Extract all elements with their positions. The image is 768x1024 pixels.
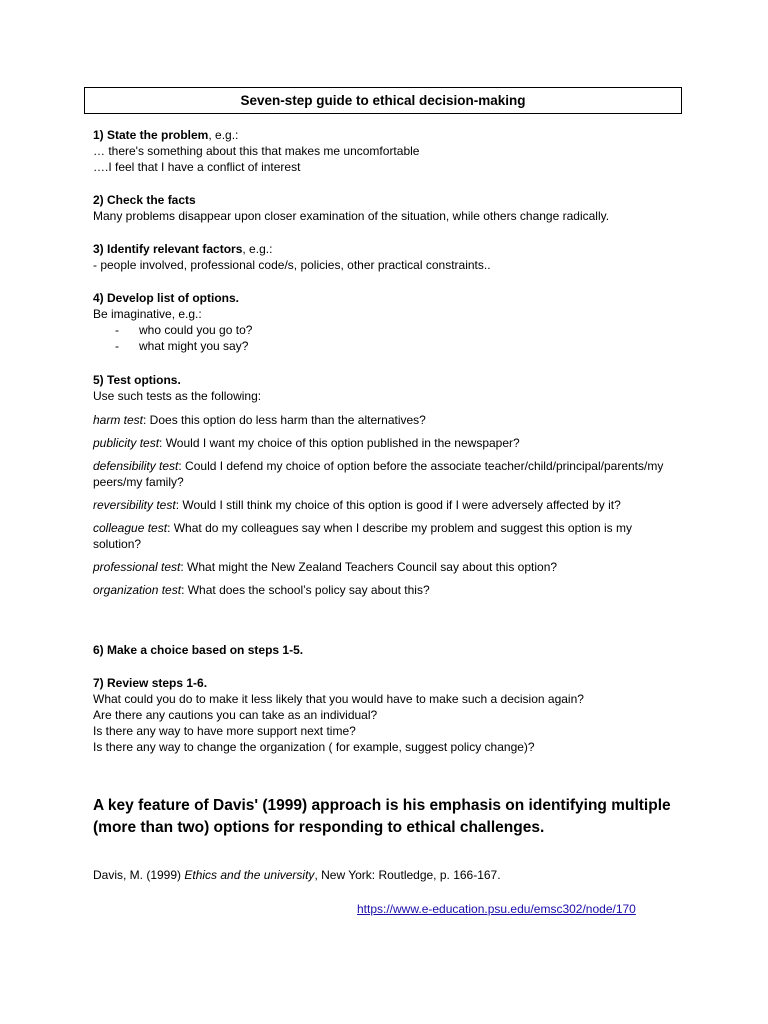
test-item-harm: harm test: Does this option do less harm than the alternatives?: [93, 413, 426, 427]
test-item-professional: professional test: What might the New Zealand Teachers Council say about this option?: [93, 560, 558, 574]
step-3-heading-line: [93, 241, 683, 257]
step-7-heading: 7) Review steps 1-6.: [93, 676, 208, 690]
step-3-heading: 3) Identify relevant factors: [93, 242, 243, 256]
citation-book-title: Ethics and the university: [184, 868, 315, 882]
step-1-line: … there's something about this that makes me uncomfortable: [93, 144, 420, 158]
step-7-line: Is there any way to have more support next time?: [93, 724, 356, 738]
page-title: Seven-step guide to ethical decision-making: [84, 87, 682, 114]
step-6-heading: 6) Make a choice based on steps 1-5.: [93, 643, 304, 657]
step-4-heading: 4) Develop list of options.: [93, 291, 240, 305]
test-item-organization: organization test: What does the school’s policy say about this?: [93, 583, 430, 597]
step-3-heading-suffix: , e.g.:: [242, 242, 273, 256]
key-feature-statement: A key feature of Davis' (1999) approach is his emphasis on identifying multiple (more than two) options for responding to ethical challenges.: [93, 797, 671, 836]
step-5-intro: Use such tests as the following:: [93, 389, 262, 403]
step-4: [93, 290, 683, 354]
option-list-item: - who could you go to?: [115, 323, 253, 337]
test-item-reversibility: reversibility test: Would I still think my choice of this option is good if I were adversely affected by it?: [93, 498, 621, 512]
step-5-heading: 5) Test options.: [93, 373, 181, 387]
step-1-heading-line: [93, 127, 683, 143]
step-7: [93, 675, 683, 755]
step-7-line: What could you do to make it less likely that you would have to make such a decision again?: [93, 692, 584, 706]
step-1-heading: 1) State the problem: [93, 128, 209, 142]
step-1: [93, 127, 683, 175]
step-2-heading: 2) Check the facts: [93, 193, 196, 207]
step-1-line: ….I feel that I have a conflict of interest: [93, 160, 301, 174]
step-3: [93, 241, 683, 273]
step-1-heading-suffix: , e.g.:: [208, 128, 239, 142]
step-2-text: Many problems disappear upon closer examination of the situation, while others change radically.: [93, 209, 610, 223]
step-3-text: - people involved, professional code/s, policies, other practical constraints..: [93, 258, 491, 272]
step-6: [93, 642, 683, 658]
step-5: [93, 372, 683, 404]
source-link[interactable]: https://www.e-education.psu.edu/emsc302/node/170: [357, 902, 636, 916]
citation: Davis, M. (1999) Ethics and the university, New York: Routledge, p. 166-167.: [93, 868, 501, 882]
option-list-item: - what might you say?: [115, 339, 249, 353]
step-7-line: Are there any cautions you can take as an individual?: [93, 708, 378, 722]
step-7-line: Is there any way to change the organization ( for example, suggest policy change)?: [93, 740, 535, 754]
step-2: [93, 192, 683, 224]
test-item-defensibility: defensibility test: Could I defend my choice of option before the associate teacher/child/principal/parents/my peers/my family?: [93, 459, 664, 489]
test-item-colleague: colleague test: What do my colleagues say when I describe my problem and suggest this option is my solution?: [93, 521, 632, 551]
step-4-intro: Be imaginative, e.g.:: [93, 307, 202, 321]
test-item-publicity: publicity test: Would I want my choice of this option published in the newspaper?: [93, 436, 520, 450]
test-list: [93, 412, 668, 598]
